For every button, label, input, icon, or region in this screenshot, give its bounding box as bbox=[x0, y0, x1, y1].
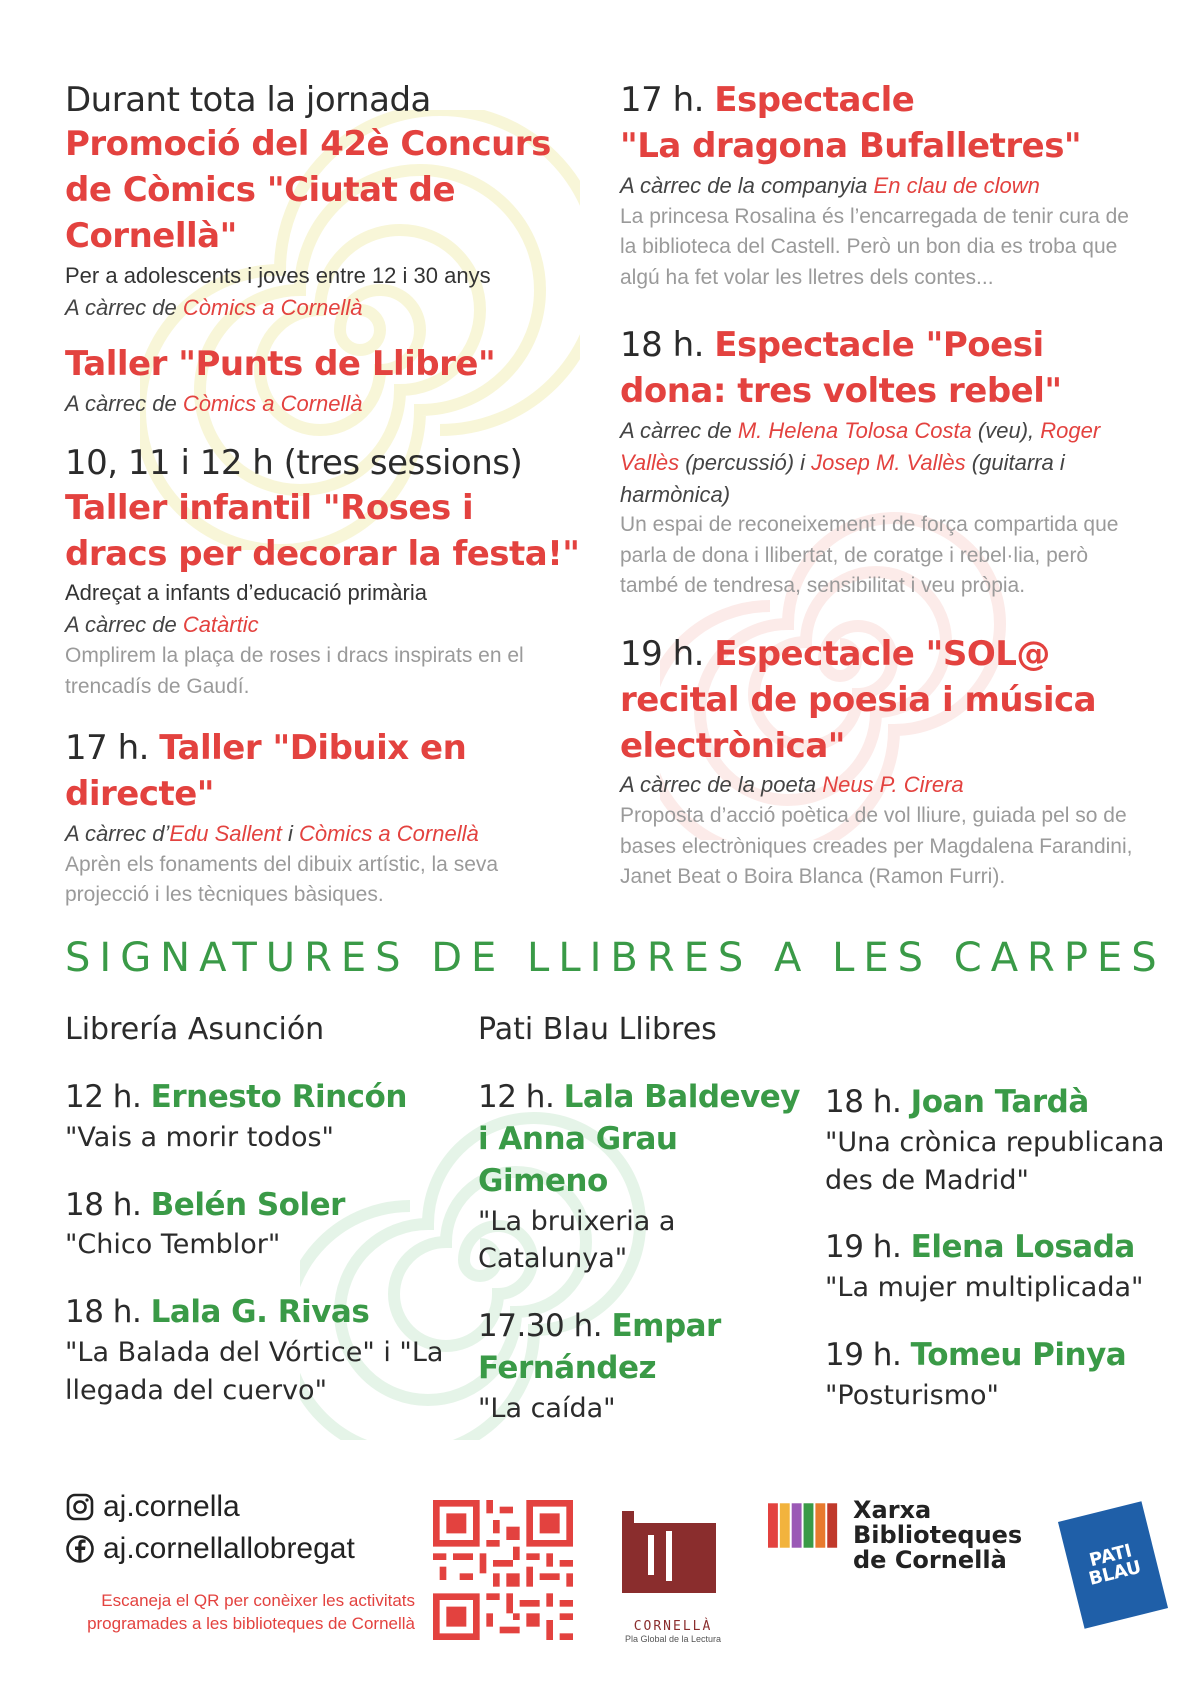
author-name: Lala G. Rivas bbox=[150, 1294, 370, 1331]
dragon-show-heading bbox=[620, 78, 1140, 124]
cornella-emblem bbox=[618, 1505, 728, 1615]
book-title: "Una crònica republicana des de Madrid" bbox=[825, 1126, 1165, 1196]
bookmark-workshop-organizer: A càrrec de Còmics a Cornellà bbox=[65, 390, 363, 416]
drawing-workshop-heading bbox=[65, 726, 585, 818]
books-icon bbox=[768, 1498, 847, 1553]
author-name: Belén Soler bbox=[150, 1186, 345, 1223]
contest-audience: Per a adolescents i joves entre 12 i 30 anys bbox=[65, 262, 491, 288]
poetry-show-performers: A càrrec de M. Helena Tolosa Costa (veu), Roger Vallès (percussió) i Josep M. Vallès (guitarra i harmònica) bbox=[620, 417, 1101, 507]
poetry-show-time: 18 h. bbox=[620, 324, 704, 365]
organizer-name: Neus P. Cirera bbox=[822, 772, 964, 798]
signatures-title: SIGNATURES DE LLIBRES A LES CARPES bbox=[65, 935, 1166, 981]
qr-code[interactable] bbox=[433, 1500, 573, 1640]
author-name: Lala Baldevey i Anna Grau Gimeno bbox=[478, 1079, 801, 1199]
kids-workshop-audience: Adreçat a infants d’educació primària bbox=[65, 580, 427, 606]
instagram-icon bbox=[65, 1492, 95, 1522]
author-name: Tomeu Pinya bbox=[910, 1337, 1127, 1374]
poetry-show-title: Espectacle "Poesi dona: tres voltes rebel" bbox=[620, 324, 1062, 411]
kids-workshop-title: Taller infantil "Roses i dracs per decorar la festa!" bbox=[65, 487, 580, 574]
pati-blau-badge bbox=[1058, 1501, 1168, 1629]
cornella-logo-text: CORNELLÀ bbox=[633, 1619, 713, 1634]
signing-item: 18 h. Joan Tardà "Una crònica republicana des de Madrid" bbox=[825, 1082, 1165, 1199]
book-title: "Vais a morir todos" bbox=[65, 1121, 334, 1153]
facebook-handle: aj.cornellallobregat bbox=[103, 1532, 355, 1565]
author-name: Empar Fernández bbox=[478, 1308, 721, 1386]
signing-item: 19 h. Elena Losada "La mujer multiplicada" bbox=[825, 1227, 1165, 1307]
cornella-logo bbox=[618, 1505, 728, 1644]
left-program-column bbox=[65, 78, 585, 941]
dragon-show-title: "La dragona Bufalletres" bbox=[620, 125, 1082, 166]
dragon-show-label: Espectacle bbox=[714, 80, 915, 120]
instagram-handle: aj.cornella bbox=[103, 1490, 240, 1523]
drawing-workshop-time: 17 h. bbox=[65, 728, 149, 769]
book-title: "Chico Temblor" bbox=[65, 1229, 281, 1261]
kids-workshop-time: 10, 11 i 12 h (tres sessions) bbox=[65, 443, 523, 484]
drawing-workshop-title: Taller "Dibuix en directe" bbox=[65, 728, 467, 814]
book-title: "La caída" bbox=[478, 1392, 616, 1424]
solo-show-description: Proposta d’acció poètica de vol lliure, guiada pel so de bases electròniques creades per Magdalena Farandini, Janet Beat o Boira Blanca (Ramon Furri). bbox=[620, 804, 1133, 889]
poetry-show-block bbox=[620, 323, 1140, 602]
drawing-workshop-organizer: A càrrec d’Edu Sallent i Còmics a Cornellà bbox=[65, 820, 479, 846]
instagram-link[interactable] bbox=[65, 1490, 355, 1524]
book-title: "La bruixeria a Catalunya" bbox=[478, 1205, 676, 1275]
book-title: "Posturismo" bbox=[825, 1379, 999, 1411]
store-name: Pati Blau Llibres bbox=[478, 1012, 717, 1047]
signing-item: 18 h. Lala G. Rivas "La Balada del Vórtice" i "La llegada del cuervo" bbox=[65, 1292, 445, 1409]
kids-workshop-block bbox=[65, 441, 585, 702]
solo-show-time: 19 h. bbox=[620, 633, 704, 674]
signing-item: 12 h. Ernesto Rincón "Vais a morir todos" bbox=[65, 1077, 445, 1157]
signatures-col-3 bbox=[825, 1082, 1165, 1443]
organizer-name: Catàrtic bbox=[182, 612, 259, 638]
all-day-heading: Durant tota la jornada bbox=[65, 80, 431, 120]
book-title: "La mujer multiplicada" bbox=[825, 1272, 1144, 1304]
cornella-logo-subtitle: Pla Global de la Lectura bbox=[624, 1634, 722, 1644]
author-name: Joan Tardà bbox=[910, 1084, 1089, 1120]
organizer-name: En clau de clown bbox=[873, 172, 1040, 198]
organizer-name: Còmics a Cornellà bbox=[182, 294, 363, 320]
solo-show-block bbox=[620, 632, 1140, 893]
dragon-show-block bbox=[620, 78, 1140, 293]
bookmark-workshop-title: Taller "Punts de Llibre" bbox=[65, 343, 496, 384]
pati-blau-logo bbox=[1070, 1510, 1156, 1620]
signatures-col-1 bbox=[65, 1012, 445, 1438]
solo-show-organizer: A càrrec de la poeta Neus P. Cirera bbox=[620, 772, 964, 798]
right-program-column bbox=[620, 78, 1140, 923]
poetry-show-heading bbox=[620, 323, 1140, 415]
dragon-show-description: La princesa Rosalina és l’encarregada de tenir cura de la biblioteca del Castell. Però un bon dia es troba que algú ha fet volar les lletres dels contes... bbox=[620, 204, 1129, 289]
contest-organizer: A càrrec de Còmics a Cornellà bbox=[65, 294, 363, 320]
kids-workshop-description: Omplirem la plaça de roses i dracs inspirats en el trencadís de Gaudí. bbox=[65, 644, 524, 698]
drawing-workshop-description: Aprèn els fonaments del dibuix artístic, la seva projecció i les tècniques bàsiques. bbox=[65, 852, 499, 907]
drawing-workshop-block bbox=[65, 726, 585, 911]
pati-blau-text: PATI BLAU bbox=[1086, 1540, 1144, 1590]
contest-title: Promoció del 42è Concurs de Còmics "Ciutat de Cornellà" bbox=[65, 124, 551, 256]
solo-show-heading bbox=[620, 632, 1140, 770]
signing-item: 12 h. Lala Baldevey i Anna Grau Gimeno "La bruixeria a Catalunya" bbox=[478, 1077, 808, 1278]
author-name: Ernesto Rincón bbox=[150, 1079, 407, 1115]
social-links bbox=[65, 1490, 355, 1574]
signing-item: 19 h. Tomeu Pinya "Posturismo" bbox=[825, 1335, 1165, 1415]
dragon-show-organizer: A càrrec de la companyia En clau de clown bbox=[620, 172, 1040, 198]
kids-workshop-organizer: A càrrec de Catàrtic bbox=[65, 612, 259, 638]
signatures-col-2 bbox=[478, 1012, 808, 1456]
dragon-show-time: 17 h. bbox=[620, 80, 704, 120]
signing-item: 17.30 h. Empar Fernández "La caída" bbox=[478, 1306, 808, 1427]
signing-item: 18 h. Belén Soler "Chico Temblor" bbox=[65, 1185, 445, 1265]
all-day-block bbox=[65, 78, 585, 324]
facebook-icon bbox=[65, 1534, 95, 1564]
xarxa-biblioteques-logo bbox=[768, 1496, 1023, 1575]
organizer-name: Còmics a Cornellà bbox=[182, 390, 363, 416]
facebook-link[interactable] bbox=[65, 1532, 355, 1566]
poetry-show-description: Un espai de reconeixement i de força compartida que parla de dona i llibertat, de coratge i rebel·lia, però també de tendresa, sensibilitat i veu pròpia. bbox=[620, 513, 1119, 598]
store-name: Librería Asunción bbox=[65, 1012, 325, 1047]
author-name: Elena Losada bbox=[910, 1229, 1135, 1266]
xarxa-logo-text: Xarxa Biblioteques de Cornellà bbox=[853, 1496, 1023, 1575]
book-title: "La Balada del Vórtice" i "La llegada del cuervo" bbox=[65, 1337, 444, 1406]
qr-note: Escaneja el QR per conèixer les activitats programades a les biblioteques de Cornellà bbox=[87, 1591, 415, 1633]
bookmark-workshop-block bbox=[65, 342, 585, 420]
solo-show-title: Espectacle "SOL@ recital de poesia i música electrònica" bbox=[620, 633, 1097, 766]
